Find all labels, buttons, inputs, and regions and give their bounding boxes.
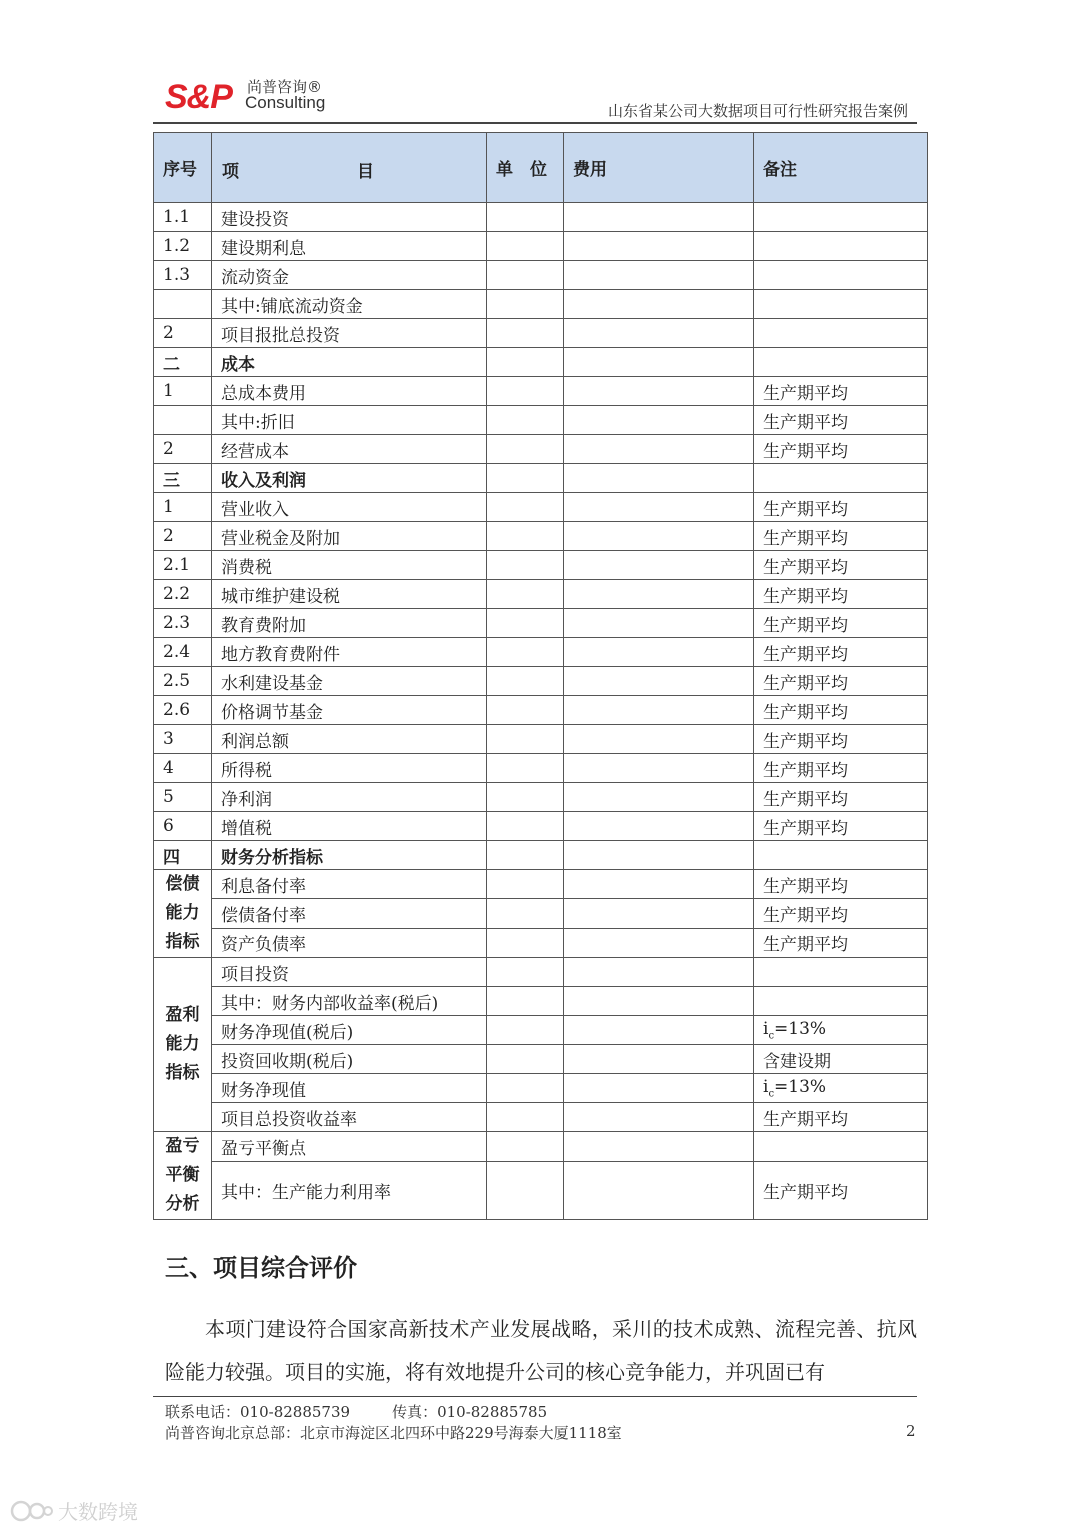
table-row: [154, 609, 928, 638]
table-cell-cost: [564, 406, 754, 435]
header-divider: [153, 122, 917, 124]
table-cell-unit: [487, 551, 564, 580]
table-row: [154, 928, 928, 957]
table-row: [154, 1074, 928, 1103]
table-row: [154, 522, 928, 551]
table-row: [154, 638, 928, 667]
table-cell-cost: [564, 696, 754, 725]
table-row: [154, 841, 928, 870]
table-cell-item: 财务分析指标: [212, 841, 487, 870]
table-cell-cost: [564, 1103, 754, 1132]
profitability-group-label: 盈利能力指标: [154, 958, 212, 1132]
remark-subscript: c: [768, 1030, 775, 1042]
table-cell-item: 城市维护建设税: [212, 580, 487, 609]
table-cell-item: 教育费附加: [212, 609, 487, 638]
table-cell-unit: [487, 1045, 564, 1074]
table-cell-cost: [564, 987, 754, 1016]
table-row: [154, 987, 928, 1016]
table-cell-item: 净利润: [212, 783, 487, 812]
table-cell-cost: [564, 580, 754, 609]
table-cell-unit: [487, 522, 564, 551]
table-cell-cost: [564, 754, 754, 783]
table-cell-unit: [487, 435, 564, 464]
table-cell-cost: [564, 435, 754, 464]
table-row: [154, 319, 928, 348]
header-unit: 单 位: [487, 133, 564, 203]
table-cell-item: 利息备付率: [212, 870, 487, 899]
table-cell-cost: [564, 377, 754, 406]
logo-chinese-name: 尚普咨询®: [247, 78, 323, 96]
table-cell-item: 营业收入: [212, 493, 487, 522]
table-cell-no: 4: [154, 754, 212, 783]
table-cell-item: 其中:铺底流动资金: [212, 290, 487, 319]
footer-fax: 传真：010-82885785: [392, 1403, 548, 1421]
table-cell-no: 二: [154, 348, 212, 377]
table-cell-unit: [487, 406, 564, 435]
table-cell-cost: [564, 928, 754, 957]
table-cell-remark: 生产期平均: [754, 406, 928, 435]
header-no: 序号: [154, 133, 212, 203]
table-cell-cost: [564, 1074, 754, 1103]
table-cell-remark: [754, 464, 928, 493]
table-cell-remark: 生产期平均: [754, 870, 928, 899]
table-cell-unit: [487, 783, 564, 812]
table-cell-unit: [487, 899, 564, 928]
table-cell-remark: 生产期平均: [754, 638, 928, 667]
header-remark: 备注: [754, 133, 928, 203]
watermark: [10, 1496, 138, 1525]
table-cell-item: 地方教育费附件: [212, 638, 487, 667]
table-cell-item: 其中：生产能力利用率: [212, 1162, 487, 1220]
table-cell-item: 其中:折旧: [212, 406, 487, 435]
table-cell-unit: [487, 696, 564, 725]
table-cell-no: 2.3: [154, 609, 212, 638]
table-row: [154, 754, 928, 783]
table-cell-item: 收入及利润: [212, 464, 487, 493]
table-cell-unit: [487, 1132, 564, 1162]
table-cell-cost: [564, 232, 754, 261]
table-cell-remark: [754, 232, 928, 261]
table-cell-no: 1: [154, 377, 212, 406]
table-cell-unit: [487, 754, 564, 783]
table-cell-remark: 生产期平均: [754, 1162, 928, 1220]
table-row: [154, 696, 928, 725]
table-cell-item: 建设投资: [212, 203, 487, 232]
table-cell-cost: [564, 1045, 754, 1074]
table-cell-item: 资产负债率: [212, 928, 487, 957]
table-cell-no: 1.2: [154, 232, 212, 261]
table-cell-cost: [564, 841, 754, 870]
table-row: [154, 232, 928, 261]
table-cell-item: 消费税: [212, 551, 487, 580]
table-cell-unit: [487, 870, 564, 899]
table-row: [154, 1103, 928, 1132]
table-cell-remark: 生产期平均: [754, 551, 928, 580]
table-cell-item: 经营成本: [212, 435, 487, 464]
table-row: [154, 551, 928, 580]
table-cell-remark: [754, 1016, 928, 1045]
table-cell-no: [154, 290, 212, 319]
table-row: [154, 377, 928, 406]
table-row: [154, 464, 928, 493]
breakeven-group-label: 盈亏平衡分析: [154, 1132, 212, 1220]
table-cell-unit: [487, 1016, 564, 1045]
table-row: [154, 406, 928, 435]
table-cell-item: 水利建设基金: [212, 667, 487, 696]
table-row: [154, 290, 928, 319]
table-cell-unit: [487, 1074, 564, 1103]
table-cell-remark: 生产期平均: [754, 928, 928, 957]
table-cell-cost: [564, 522, 754, 551]
remark-value: =13%: [774, 1076, 827, 1097]
table-cell-item: 其中：财务内部收益率(税后): [212, 987, 487, 1016]
table-row: [154, 203, 928, 232]
remark-symbol: i: [763, 1076, 769, 1097]
table-cell-remark: [754, 841, 928, 870]
table-cell-remark: [754, 1132, 928, 1162]
table-cell-unit: [487, 319, 564, 348]
table-cell-remark: 生产期平均: [754, 522, 928, 551]
table-row: [154, 783, 928, 812]
table-cell-cost: [564, 1016, 754, 1045]
table-cell-no: 3: [154, 725, 212, 754]
table-cell-cost: [564, 348, 754, 377]
table-cell-cost: [564, 812, 754, 841]
table-cell-no: 2.6: [154, 696, 212, 725]
table-row: [154, 1162, 928, 1220]
solvency-group-label: 偿债能力指标: [154, 870, 212, 958]
table-cell-item: 财务净现值(税后): [212, 1016, 487, 1045]
table-cell-remark: [754, 261, 928, 290]
footer-address: 尚普咨询北京总部：北京市海淀区北四环中路229号海泰大厦1118室: [165, 1424, 622, 1442]
table-cell-no: 四: [154, 841, 212, 870]
table-cell-cost: [564, 725, 754, 754]
body-paragraph: 本项门建设符合国家高新技术产业发展战略，采川的技术成熟、流程完善、抗风险能力较强。项目的实施，将有效地提升公司的核心竞争能力，并巩固已有: [165, 1317, 917, 1384]
table-cell-unit: [487, 1162, 564, 1220]
document-title: 山东省某公司大数据项目可行性研究报告案例: [607, 102, 908, 120]
table-cell-unit: [487, 232, 564, 261]
table-cell-cost: [564, 464, 754, 493]
table-cell-remark: 生产期平均: [754, 812, 928, 841]
table-cell-item: 利润总额: [212, 725, 487, 754]
table-cell-unit: [487, 464, 564, 493]
table-cell-item: 价格调节基金: [212, 696, 487, 725]
table-cell-no: 2: [154, 435, 212, 464]
table-cell-unit: [487, 958, 564, 987]
table-cell-cost: [564, 290, 754, 319]
table-row: [154, 348, 928, 377]
table-cell-cost: [564, 1162, 754, 1220]
table-cell-cost: [564, 870, 754, 899]
table-cell-cost: [564, 493, 754, 522]
table-cell-remark: 生产期平均: [754, 754, 928, 783]
table-cell-unit: [487, 377, 564, 406]
table-cell-remark: [754, 203, 928, 232]
table-cell-remark: 生产期平均: [754, 667, 928, 696]
table-cell-cost: [564, 1132, 754, 1162]
table-row: [154, 261, 928, 290]
table-cell-unit: [487, 928, 564, 957]
table-cell-unit: [487, 290, 564, 319]
table-cell-remark: 生产期平均: [754, 696, 928, 725]
table-cell-no: 5: [154, 783, 212, 812]
table-cell-cost: [564, 783, 754, 812]
logo-english-name: Consulting: [245, 93, 326, 112]
table-row: [154, 493, 928, 522]
table-cell-remark: 生产期平均: [754, 725, 928, 754]
table-cell-item: 营业税金及附加: [212, 522, 487, 551]
table-row-breakeven: [154, 1132, 928, 1162]
table-row: [154, 1045, 928, 1074]
table-cell-no: 2: [154, 319, 212, 348]
remark-symbol: i: [763, 1018, 769, 1039]
table-cell-unit: [487, 841, 564, 870]
table-cell-no: 2.5: [154, 667, 212, 696]
section-heading: 三、项目综合评价: [165, 1254, 357, 1282]
remark-value: =13%: [774, 1018, 827, 1039]
table-cell-unit: [487, 725, 564, 754]
table-cell-remark: 生产期平均: [754, 377, 928, 406]
table-cell-remark: [754, 987, 928, 1016]
table-cell-item: 增值税: [212, 812, 487, 841]
footer-phone: 联系电话：010-82885739: [165, 1403, 351, 1421]
table-cell-item: 项目总投资收益率: [212, 1103, 487, 1132]
header-item: [212, 133, 487, 203]
table-cell-unit: [487, 609, 564, 638]
table-cell-remark: [754, 1074, 928, 1103]
table-row: [154, 435, 928, 464]
table-cell-no: 6: [154, 812, 212, 841]
table-cell-item: 总成本费用: [212, 377, 487, 406]
table-cell-item: 成本: [212, 348, 487, 377]
table-header-row: [154, 133, 928, 203]
table-cell-no: 2.4: [154, 638, 212, 667]
table-cell-remark: [754, 319, 928, 348]
table-cell-remark: 生产期平均: [754, 899, 928, 928]
table-cell-item: 项目报批总投资: [212, 319, 487, 348]
table-row: [154, 667, 928, 696]
table-row: [154, 812, 928, 841]
table-cell-cost: [564, 899, 754, 928]
table-cell-no: 1.3: [154, 261, 212, 290]
table-cell-item: 建设期利息: [212, 232, 487, 261]
table-cell-cost: [564, 319, 754, 348]
table-cell-item: 投资回收期(税后): [212, 1045, 487, 1074]
table-cell-item: 盈亏平衡点: [212, 1132, 487, 1162]
table-row: [154, 899, 928, 928]
table-cell-remark: 生产期平均: [754, 609, 928, 638]
table-cell-remark: [754, 958, 928, 987]
table-cell-item: 财务净现值: [212, 1074, 487, 1103]
table-cell-cost: [564, 638, 754, 667]
table-cell-item: 流动资金: [212, 261, 487, 290]
table-cell-no: [154, 406, 212, 435]
table-cell-remark: 生产期平均: [754, 1103, 928, 1132]
table-cell-unit: [487, 493, 564, 522]
table-cell-remark: 含建设期: [754, 1045, 928, 1074]
table-cell-unit: [487, 638, 564, 667]
table-row: [154, 1016, 928, 1045]
table-cell-remark: 生产期平均: [754, 580, 928, 609]
table-row: [154, 725, 928, 754]
table-cell-remark: [754, 348, 928, 377]
table-row-solvency: [154, 870, 928, 899]
table-cell-item: 项目投资: [212, 958, 487, 987]
watermark-logo-icon: [10, 1498, 54, 1524]
table-cell-unit: [487, 580, 564, 609]
table-cell-cost: [564, 551, 754, 580]
table-cell-remark: [754, 290, 928, 319]
header-item-char-1: 项: [222, 162, 239, 182]
table-cell-no: 1.1: [154, 203, 212, 232]
table-cell-unit: [487, 812, 564, 841]
table-cell-no: 2.2: [154, 580, 212, 609]
table-cell-item: 偿债备付率: [212, 899, 487, 928]
table-cell-unit: [487, 261, 564, 290]
header-cost: 费用: [564, 133, 754, 203]
table-cell-cost: [564, 261, 754, 290]
header-item-char-2: 目: [357, 162, 374, 182]
footer-contact: [165, 1401, 547, 1422]
footer-divider: [153, 1396, 917, 1397]
table-cell-unit: [487, 348, 564, 377]
table-cell-no: 2: [154, 522, 212, 551]
table-cell-unit: [487, 667, 564, 696]
table-cell-cost: [564, 958, 754, 987]
remark-subscript: c: [768, 1088, 775, 1100]
table-cell-remark: 生产期平均: [754, 783, 928, 812]
table-cell-unit: [487, 203, 564, 232]
table-cell-unit: [487, 987, 564, 1016]
table-cell-remark: 生产期平均: [754, 493, 928, 522]
table-cell-cost: [564, 609, 754, 638]
table-cell-cost: [564, 667, 754, 696]
table-cell-no: 1: [154, 493, 212, 522]
watermark-text: 大数跨境: [58, 1500, 138, 1524]
table-cell-remark: 生产期平均: [754, 435, 928, 464]
table-cell-no: 2.1: [154, 551, 212, 580]
page-number: 2: [906, 1422, 916, 1440]
table-cell-no: 三: [154, 464, 212, 493]
table-cell-cost: [564, 203, 754, 232]
table-row: [154, 580, 928, 609]
table-cell-unit: [487, 1103, 564, 1132]
table-cell-item: 所得税: [212, 754, 487, 783]
logo-mark: S&P: [165, 78, 232, 116]
table-row-profitability: [154, 958, 928, 987]
investment-summary-table: [153, 132, 928, 1220]
